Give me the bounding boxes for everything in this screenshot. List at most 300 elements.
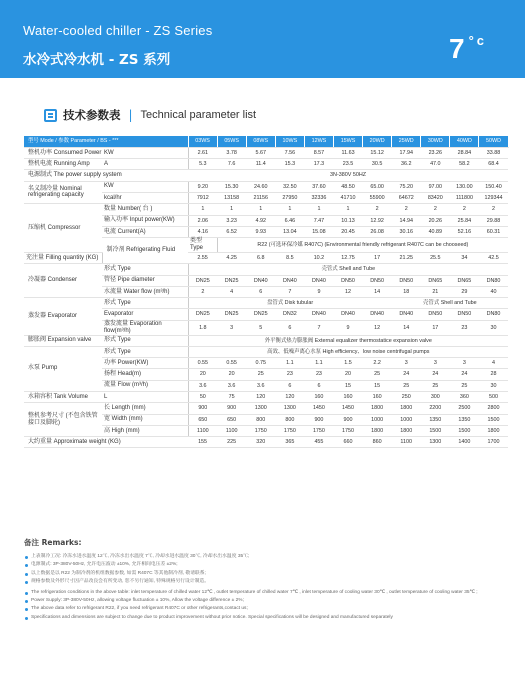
- table-cell: 30: [479, 380, 508, 391]
- row-parameter: 形式 Type: [102, 346, 188, 357]
- row-span-value: 3N-380V 50HZ: [188, 170, 508, 181]
- table-cell: 97.00: [421, 181, 450, 192]
- table-cell: 320: [246, 437, 275, 448]
- header-banner: [0, 0, 525, 78]
- brand-logo: $7^{^\circ c}$: [448, 33, 487, 64]
- table-cell: 12: [363, 320, 392, 335]
- table-cell: 1300: [246, 403, 275, 414]
- table-row: [24, 392, 508, 403]
- table-cell: 3: [217, 320, 246, 335]
- table-cell: 160: [304, 392, 333, 403]
- table-cell: 1800: [392, 425, 421, 436]
- table-cell: 2.55: [188, 252, 217, 263]
- model-header: 20WD: [363, 136, 392, 147]
- table-cell: 1: [217, 204, 246, 215]
- table-cell: 6.46: [275, 215, 304, 226]
- table-cell: 2500: [450, 403, 479, 414]
- table-cell: 25.5: [421, 252, 450, 263]
- table-cell: 1.1: [304, 358, 333, 369]
- parameter-table: [24, 136, 508, 448]
- table-cell: 52.16: [450, 226, 479, 237]
- table-cell: 3.6: [188, 380, 217, 391]
- table-cell: 3.78: [217, 147, 246, 158]
- row-parameter: kcal/hr: [102, 192, 188, 203]
- table-cell: 21: [421, 286, 450, 297]
- table-cell: 25: [363, 369, 392, 380]
- table-cell: 1300: [275, 403, 304, 414]
- table-cell: 2800: [479, 403, 508, 414]
- row-parameter: 形式 Type: [102, 298, 188, 309]
- table-cell: 0.75: [246, 358, 275, 369]
- table-cell: 0.55: [217, 358, 246, 369]
- model-header: 08WS: [246, 136, 275, 147]
- table-cell: DN50: [392, 275, 421, 286]
- table-cell: 7.6: [217, 159, 246, 170]
- remarks: [24, 537, 504, 623]
- table-cell: 25: [246, 369, 275, 380]
- table-cell: DN25: [217, 309, 246, 320]
- section-title-cn: 技术参数表: [63, 108, 121, 122]
- table-cell: 55900: [363, 192, 392, 203]
- header-label: 型号 Mode / 参数 Parameter / BS - ***: [24, 136, 188, 147]
- table-cell: 20: [188, 369, 217, 380]
- row-parameter: 蒸发流量 Evaporation flow(m³/h): [102, 320, 188, 335]
- table-cell: 111800: [450, 192, 479, 203]
- table-cell: DN80: [479, 309, 508, 320]
- table-cell: 300: [421, 392, 450, 403]
- table-cell: 25: [392, 380, 421, 391]
- row-parameter: 形式 Type: [102, 335, 188, 346]
- table-cell: 130.00: [450, 181, 479, 192]
- table-cell: 50: [188, 392, 217, 403]
- table-row: [24, 335, 508, 346]
- table-cell: 900: [188, 403, 217, 414]
- table-cell: DN40: [392, 309, 421, 320]
- table-cell: DN25: [188, 275, 217, 286]
- table-cell: 13158: [217, 192, 246, 203]
- table-row: [24, 147, 508, 158]
- row-parameter: 功率 Power(KW): [102, 358, 188, 369]
- table-cell: 12: [333, 286, 362, 297]
- model-header: 25WD: [392, 136, 421, 147]
- table-cell: 455: [304, 437, 333, 448]
- table-cell: 2: [188, 286, 217, 297]
- table-cell: 6: [304, 380, 333, 391]
- table-cell: 4: [217, 286, 246, 297]
- table-cell: 1.8: [188, 320, 217, 335]
- table-cell: 1750: [333, 425, 362, 436]
- row-parameter: KW: [102, 147, 188, 158]
- table-cell: DN50: [450, 309, 479, 320]
- table-cell: 650: [217, 414, 246, 425]
- table-cell: 5.67: [246, 147, 275, 158]
- table-cell: 2.61: [188, 147, 217, 158]
- table-cell: 32.50: [275, 181, 304, 192]
- row-parameter: 形式 Type: [102, 264, 188, 275]
- table-cell: 1: [333, 204, 362, 215]
- table-cell: 1750: [304, 425, 333, 436]
- table-cell: 13.04: [275, 226, 304, 237]
- table-cell: 15: [333, 380, 362, 391]
- row-span-value-left: 盘管式 Disk tubular: [188, 298, 392, 309]
- table-row: [24, 437, 508, 448]
- table-cell: 3.6: [217, 380, 246, 391]
- row-category: 大约重量 Approximate weight (KG): [24, 437, 188, 448]
- table-row: [24, 170, 508, 181]
- table-cell: 36.2: [392, 159, 421, 170]
- table-cell: 37.60: [304, 181, 333, 192]
- table-cell: 4.92: [246, 215, 275, 226]
- table-cell: 20: [333, 369, 362, 380]
- table-cell: 32336: [304, 192, 333, 203]
- table-cell: 24: [392, 369, 421, 380]
- table-cell: 160: [333, 392, 362, 403]
- row-category: 制冷剂 Refrigerating Fluid: [102, 238, 188, 264]
- table-cell: 4: [479, 358, 508, 369]
- table-cell: 1100: [188, 425, 217, 436]
- row-span-value-right: 壳管式 Shell and Tube: [392, 298, 508, 309]
- table-cell: 26.08: [363, 226, 392, 237]
- table-cell: 48.50: [333, 181, 362, 192]
- table-cell: 25: [450, 380, 479, 391]
- model-header: 03WS: [188, 136, 217, 147]
- table-row: [24, 181, 508, 192]
- document-icon: [44, 109, 57, 122]
- remarks-cn: [24, 553, 504, 587]
- table-cell: 160: [363, 392, 392, 403]
- row-span-value: 高效、低噪声离心水泵 High efficiency、low noise centrifugal pumps: [188, 346, 508, 357]
- model-header: 30WD: [421, 136, 450, 147]
- table-cell: 120: [275, 392, 304, 403]
- row-category: 水箱容积 Tank Volume: [24, 392, 102, 403]
- table-cell: 0.55: [188, 358, 217, 369]
- table-cell: 23.26: [421, 147, 450, 158]
- row-category: 名义制冷量 Nominal refrigerating capacity: [24, 181, 102, 204]
- table-cell: 14: [363, 286, 392, 297]
- table-cell: 2: [363, 204, 392, 215]
- table-cell: 8.57: [304, 147, 333, 158]
- table-cell: DN50: [421, 309, 450, 320]
- table-cell: 3.23: [217, 215, 246, 226]
- model-header: 10WS: [275, 136, 304, 147]
- row-span-value: R22 (可选环保冷媒 R407C) (Environmental friendly refrigerant R407C can be chooseed): [217, 238, 508, 253]
- remark-en-item: The above data refer to refrigerant R22, if you need refrigerant R407C or other refrigerants,contact us;: [24, 606, 504, 613]
- table-cell: DN50: [333, 275, 362, 286]
- table-cell: 250: [392, 392, 421, 403]
- table-cell: 30.5: [363, 159, 392, 170]
- table-cell: DN25: [217, 275, 246, 286]
- table-cell: 500: [479, 392, 508, 403]
- table-cell: 29: [450, 286, 479, 297]
- table-cell: 2200: [421, 403, 450, 414]
- table-cell: 8.5: [275, 252, 304, 263]
- table-row: [24, 298, 508, 309]
- table-cell: 1000: [392, 414, 421, 425]
- table-cell: 155: [188, 437, 217, 448]
- table-cell: 9: [333, 320, 362, 335]
- table-cell: 30: [479, 320, 508, 335]
- table-cell: 1.1: [275, 358, 304, 369]
- table-cell: 65.00: [363, 181, 392, 192]
- row-parameter: 流量 Flow (m³/h): [102, 380, 188, 391]
- table-cell: 28.84: [450, 147, 479, 158]
- row-span-value: 外平衡式热力膨胀阀 External equalizer thermostatice expansion valve: [188, 335, 508, 346]
- table-cell: 15.3: [275, 159, 304, 170]
- table-cell: 83420: [421, 192, 450, 203]
- table-cell: 23: [275, 369, 304, 380]
- model-header: 40WD: [450, 136, 479, 147]
- table-cell: 14.94: [392, 215, 421, 226]
- table-cell: 3.6: [246, 380, 275, 391]
- table-cell: 2: [421, 204, 450, 215]
- table-cell: 7: [304, 320, 333, 335]
- table-cell: 1350: [421, 414, 450, 425]
- table-cell: 1800: [392, 403, 421, 414]
- row-category: 整机功率 Consumed Power: [24, 147, 102, 158]
- table-cell: 12.75: [333, 252, 362, 263]
- table-cell: 23.5: [333, 159, 362, 170]
- table-cell: 1450: [304, 403, 333, 414]
- table-cell: 1700: [479, 437, 508, 448]
- table-cell: 1750: [246, 425, 275, 436]
- row-parameter: 电流 Current(A): [102, 226, 188, 237]
- table-cell: 660: [333, 437, 362, 448]
- row-parameter: Evaporator: [102, 309, 188, 320]
- table-cell: 1750: [275, 425, 304, 436]
- table-cell: 1350: [450, 414, 479, 425]
- remark-en-item: Power Supply: 3P-380V-50Hz, allowing voltage fluctuation ± 10%, Allow the voltage difference ± 2%;: [24, 598, 504, 605]
- table-cell: 1450: [333, 403, 362, 414]
- table-cell: 25: [421, 380, 450, 391]
- table-cell: DN40: [304, 309, 333, 320]
- table-cell: 7.56: [275, 147, 304, 158]
- table-cell: 17: [421, 320, 450, 335]
- table-cell: 6: [246, 286, 275, 297]
- table-cell: 40.89: [421, 226, 450, 237]
- table-cell: 1.5: [333, 358, 362, 369]
- table-cell: 75: [217, 392, 246, 403]
- remarks-en: [24, 590, 504, 622]
- title-cn: 水冷式冷水机 - ZS 系列: [23, 52, 171, 68]
- table-cell: 14: [392, 320, 421, 335]
- row-category: 水泵 Pump: [24, 346, 102, 391]
- table-cell: 3: [392, 358, 421, 369]
- table-cell: 2: [392, 204, 421, 215]
- table-cell: DN65: [421, 275, 450, 286]
- remarks-heading: 备注 Remarks:: [24, 538, 82, 547]
- table-cell: 1500: [479, 414, 508, 425]
- table-cell: 28: [479, 369, 508, 380]
- table-cell: 17.94: [392, 147, 421, 158]
- row-category: 压缩机 Compressor: [24, 204, 102, 253]
- table-cell: 10.2: [304, 252, 333, 263]
- table-cell: 23: [304, 369, 333, 380]
- remark-cn-item: 上表制冷工况: 冷冻水进水温度 12℃, 冷冻水出水温度 7℃, 冷却水进水温度 30℃, 冷却水出水温度 35℃;: [24, 553, 504, 561]
- table-cell: 1300: [421, 437, 450, 448]
- remark-en-item: The refrigeration conditions in the above table: inlet temperature of chilled water 12℃ , outlet temperature of chilled water 7℃ , inlet temperature of cooling water 30℃ , outlet temperature of cooling water 35℃ ;: [24, 590, 504, 597]
- table-cell: 650: [188, 414, 217, 425]
- table-cell: 18: [392, 286, 421, 297]
- table-cell: 5.3: [188, 159, 217, 170]
- table-cell: 23: [450, 320, 479, 335]
- parameter-table-wrap: [24, 136, 508, 448]
- remark-cn-item: 规格参数及外形尺寸因产品改良会有所变动, 恕不另行通知, 特殊规格另行设计制造。: [24, 578, 504, 586]
- table-cell: 2.06: [188, 215, 217, 226]
- table-cell: 6: [275, 380, 304, 391]
- table-cell: 2: [479, 204, 508, 215]
- table-cell: 900: [217, 403, 246, 414]
- table-cell: 1100: [392, 437, 421, 448]
- table-cell: 20: [217, 369, 246, 380]
- table-cell: 860: [363, 437, 392, 448]
- table-cell: 21156: [246, 192, 275, 203]
- table-cell: 6.52: [217, 226, 246, 237]
- table-cell: DN40: [333, 309, 362, 320]
- table-cell: DN80: [479, 275, 508, 286]
- table-cell: 33.88: [479, 147, 508, 158]
- table-row: [24, 403, 508, 414]
- table-cell: 2: [450, 204, 479, 215]
- row-parameter: 宽 Width (mm): [102, 414, 188, 425]
- table-header-row: [24, 136, 508, 147]
- table-cell: 360: [450, 392, 479, 403]
- table-cell: 47.0: [421, 159, 450, 170]
- table-cell: 17.3: [304, 159, 333, 170]
- table-body: [24, 147, 508, 448]
- section-separator: |: [128, 108, 133, 122]
- table-cell: DN40: [246, 275, 275, 286]
- table-cell: 900: [304, 414, 333, 425]
- row-category: 整机参考尺寸 (不包含铁管接口及脚轮): [24, 403, 102, 437]
- row-parameter: 高 High (mm): [102, 425, 188, 436]
- model-header: 12WS: [304, 136, 333, 147]
- remark-en-item: Specifications and dimensions are subject to change due to product improvement without prior notice. Special specifications will be designed and manufactured separately: [24, 615, 504, 622]
- table-cell: 7.47: [304, 215, 333, 226]
- table-cell: DN50: [363, 275, 392, 286]
- row-parameter: A: [102, 159, 188, 170]
- table-cell: DN25: [246, 309, 275, 320]
- table-cell: 60.31: [479, 226, 508, 237]
- model-header: 50WD: [479, 136, 508, 147]
- row-parameter: 充注量 Filling quantity (KG): [24, 252, 102, 263]
- table-cell: 365: [275, 437, 304, 448]
- table-cell: 1500: [421, 425, 450, 436]
- section-title: [44, 107, 256, 123]
- table-cell: 1: [246, 204, 275, 215]
- row-category: 膨胀阀 Expansion valve: [24, 335, 102, 346]
- table-cell: 900: [333, 414, 362, 425]
- table-cell: 24: [450, 369, 479, 380]
- table-cell: 15: [363, 380, 392, 391]
- table-cell: 24: [421, 369, 450, 380]
- table-cell: 120: [246, 392, 275, 403]
- row-parameter: KW: [102, 181, 188, 192]
- table-cell: 20.45: [333, 226, 362, 237]
- table-cell: 2.2: [363, 358, 392, 369]
- table-cell: 41710: [333, 192, 362, 203]
- table-cell: 29.88: [479, 215, 508, 226]
- row-parameter: L: [102, 392, 188, 403]
- remark-cn-item: 以上数据是以 R22 为制冷剂的机组数据参数, 如需 R407C 等其他制冷剂, 敬请联系;: [24, 570, 504, 578]
- table-cell: 1: [304, 204, 333, 215]
- table-cell: 1500: [450, 425, 479, 436]
- table-row: [24, 204, 508, 215]
- table-cell: 64672: [392, 192, 421, 203]
- table-cell: 10.13: [333, 215, 362, 226]
- table-cell: 7: [275, 286, 304, 297]
- table-cell: 3: [421, 358, 450, 369]
- table-cell: 1800: [479, 425, 508, 436]
- table-cell: 1100: [217, 425, 246, 436]
- model-header: 15WS: [333, 136, 362, 147]
- row-category: 冷凝器 Condenser: [24, 264, 102, 298]
- row-category: 整机电流 Running Amp: [24, 159, 102, 170]
- table-cell: 1000: [363, 414, 392, 425]
- table-cell: 15.08: [304, 226, 333, 237]
- table-row: [24, 159, 508, 170]
- table-cell: 9: [304, 286, 333, 297]
- table-cell: DN40: [304, 275, 333, 286]
- row-category: 电源制式 The power supply system: [24, 170, 188, 181]
- table-cell: 27950: [275, 192, 304, 203]
- table-cell: 21.25: [392, 252, 421, 263]
- section-title-en: Technical parameter list: [140, 109, 257, 121]
- table-cell: 800: [275, 414, 304, 425]
- row-parameter: 数量 Number( 台 ): [102, 204, 188, 215]
- table-cell: 1: [275, 204, 304, 215]
- table-cell: 1400: [450, 437, 479, 448]
- row-parameter: 扬程 Head(m): [102, 369, 188, 380]
- table-cell: DN40: [363, 309, 392, 320]
- table-cell: 30.16: [392, 226, 421, 237]
- row-category: 蒸发器 Evaporator: [24, 298, 102, 335]
- row-span-value: 壳管式 Shell and Tube: [188, 264, 508, 275]
- table-cell: DN40: [275, 275, 304, 286]
- table-cell: 800: [246, 414, 275, 425]
- table-cell: 75.20: [392, 181, 421, 192]
- table-cell: 225: [217, 437, 246, 448]
- table-cell: 11.63: [333, 147, 362, 158]
- table-row: [24, 264, 508, 275]
- table-cell: 34: [450, 252, 479, 263]
- table-cell: 20.26: [421, 215, 450, 226]
- table-cell: DN65: [450, 275, 479, 286]
- row-parameter: 输入功率 Input power(KW): [102, 215, 188, 226]
- table-cell: 6.8: [246, 252, 275, 263]
- row-parameter: 水流量 Water flow (m³/h): [102, 286, 188, 297]
- table-cell: DN25: [188, 309, 217, 320]
- row-parameter: 管径 Pipe diameter: [102, 275, 188, 286]
- table-cell: 42.5: [479, 252, 508, 263]
- table-cell: 58.2: [450, 159, 479, 170]
- table-cell: 17: [363, 252, 392, 263]
- model-header: 05WS: [217, 136, 246, 147]
- table-cell: 12.92: [363, 215, 392, 226]
- table-cell: 5: [246, 320, 275, 335]
- title-en: Water-cooled chiller - ZS Series: [23, 23, 213, 38]
- table-cell: 1: [188, 204, 217, 215]
- table-cell: 11.4: [246, 159, 275, 170]
- table-cell: 129344: [479, 192, 508, 203]
- row-parameter: 长 Length (mm): [102, 403, 188, 414]
- table-cell: 15.30: [217, 181, 246, 192]
- table-cell: 68.4: [479, 159, 508, 170]
- table-row: [24, 346, 508, 357]
- table-cell: 40: [479, 286, 508, 297]
- row-parameter: 类型 Type: [188, 238, 217, 253]
- table-cell: 9.93: [246, 226, 275, 237]
- table-cell: 6: [275, 320, 304, 335]
